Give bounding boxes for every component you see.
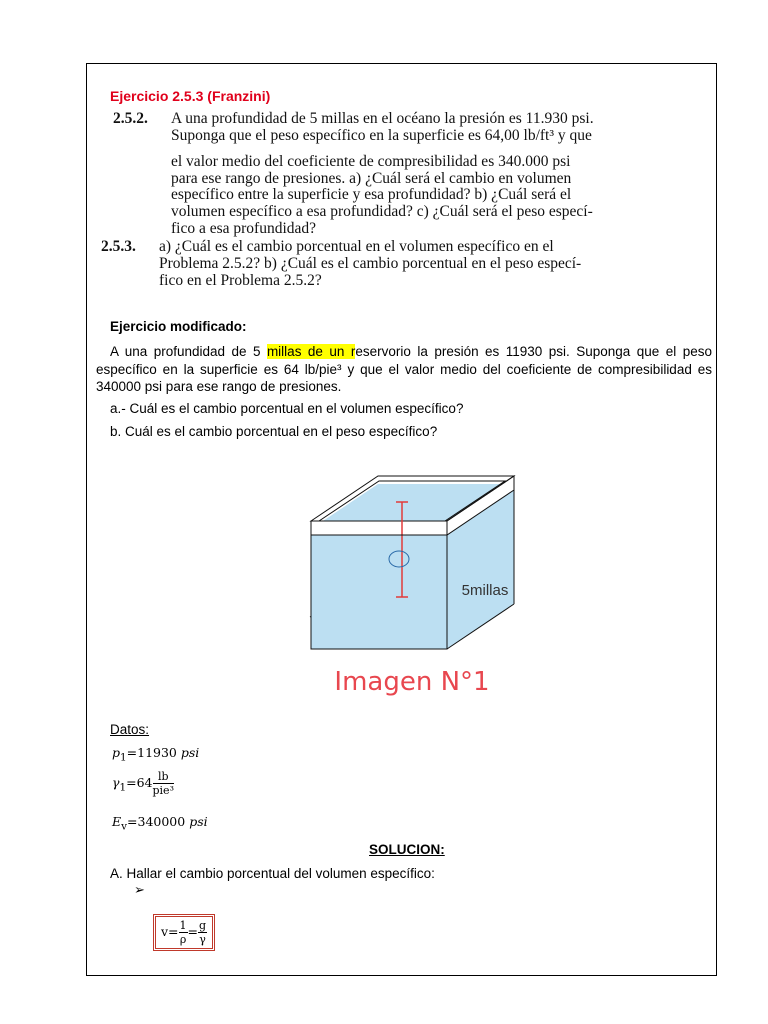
scan-problem-252-line3: el valor medio del coeficiente de compresibilidad es 340.000 psi [171,153,571,170]
dato-compressibility: $E_v=340000$ psi [112,814,208,833]
scan-problem-253-number: 2.5.3. [101,238,136,255]
solution-item-a: A. Hallar el cambio porcentual del volumen específico: [110,866,435,881]
rim-front [311,521,447,535]
modified-title: Ejercicio modificado: [110,319,247,334]
specific-volume-formula: v= $\frac{1}{\rho}$ = $\frac{g}{\gamma}$ [155,916,213,949]
figure-caption: Imagen N°1 [334,667,490,697]
question-a: a.- Cuál es el cambio porcentual en el volumen específico? [110,401,464,416]
datos-title: Datos: [110,722,150,737]
exercise-title: Ejercicio 2.5.3 (Franzini) [110,88,271,104]
scan-problem-252-line1: 2.5.2. A una profundidad de 5 millas en el océano la presión es 11.930 psi. [113,110,594,127]
tank-figure [297,449,527,709]
dato-pressure: $p_1=11930$ psi [112,745,200,764]
scan-problem-253-line1: 2.5.3. a) ¿Cuál es el cambio porcentual en el volumen específico en el [101,238,554,255]
scan-problem-253-line2: Problema 2.5.2? b) ¿Cuál es el cambio porcentual en el peso especí- [159,255,582,272]
document-page [86,63,717,976]
modified-paragraph: A una profundidad de 5 millas de un reservorio la presión es 11930 psi. Suponga que el peso específico en la superficie es 64 lb/pie³ y que el valor medio del coeficiente de compresibilidad es 340000 psi para ese rango de presiones. [96,344,712,394]
scan-problem-252-line7: fico a esa profundidad? [171,220,317,237]
scan-problem-253-line3: fico en el Problema 2.5.2? [159,272,322,289]
arrow-bullet-icon: ➢ [134,882,145,897]
dato-specific-weight: $\gamma_1=64$ $\frac{lb}{\text{pie³}}$ [112,770,174,797]
question-b: b. Cuál es el cambio porcentual en el peso específico? [110,424,438,439]
scan-problem-252-line6: volumen específico a esa profundidad? c) ¿Cuál será el peso especí- [171,203,593,220]
solution-title: SOLUCION: [369,842,445,857]
depth-label: 5millas [461,582,509,599]
water-front-face [311,529,447,649]
scan-problem-252-line5: específico entre la superficie y esa profundidad? b) ¿Cuál será el [171,186,572,203]
scan-problem-252-number: 2.5.2. [113,110,148,127]
scan-problem-252-line2: Suponga que el peso específico en la superficie es 64,00 lb/ft³ y que [171,127,592,144]
scan-problem-252-line4: para ese rango de presiones. a) ¿Cuál será el cambio en volumen [171,170,572,187]
highlighted-text: millas de un r [266,344,356,359]
